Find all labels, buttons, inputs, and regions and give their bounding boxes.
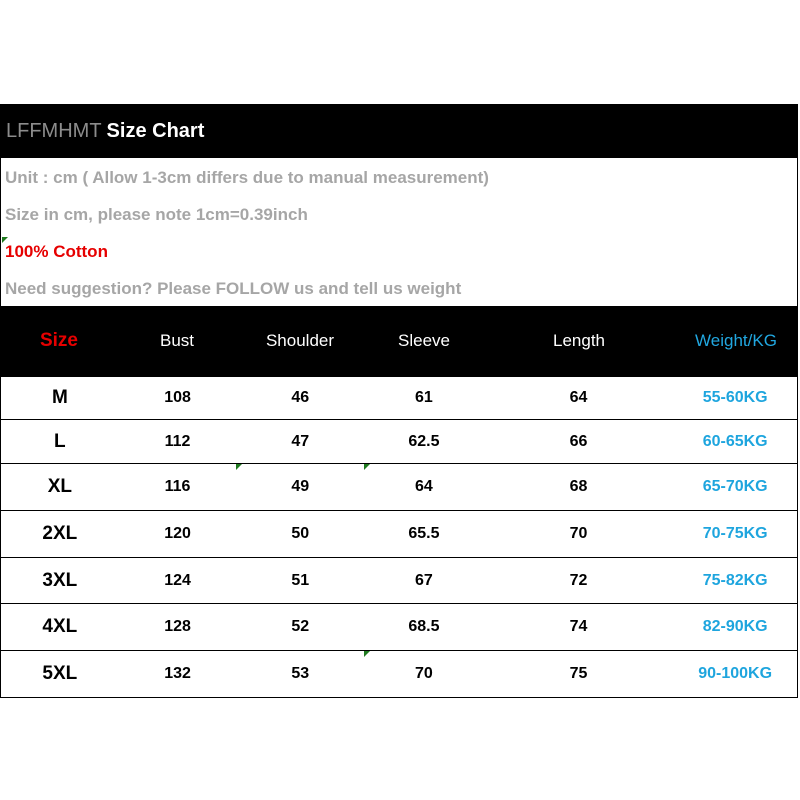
cell-weight: 65-70KG xyxy=(702,478,768,495)
cell-sleeve: 64 xyxy=(415,478,433,495)
cell-weight: 90-100KG xyxy=(698,665,773,682)
cell-shoulder: 49 xyxy=(291,478,310,495)
cell-weight: 75-82KG xyxy=(702,571,768,589)
table-row xyxy=(0,376,798,420)
cell-marker xyxy=(2,237,8,243)
cell-sleeve: 70 xyxy=(415,665,433,682)
cell-size: L xyxy=(54,430,66,452)
table-row xyxy=(0,558,798,604)
cell-bust: 128 xyxy=(164,618,191,635)
info-section xyxy=(0,158,798,306)
table-row xyxy=(0,651,798,698)
cell-sleeve: 62.5 xyxy=(408,432,440,450)
size-chart xyxy=(0,104,798,698)
header-length: Length xyxy=(553,331,605,350)
table-row xyxy=(0,511,798,558)
cell-size: 4XL xyxy=(42,616,78,637)
table-row xyxy=(0,420,798,464)
chart-title-bar xyxy=(0,104,798,158)
cell-size: XL xyxy=(47,476,72,497)
cell-bust: 108 xyxy=(164,389,191,406)
cell-sleeve: 68.5 xyxy=(408,618,440,635)
unit-note: Unit : cm ( Allow 1-3cm differs due to manual measurement) xyxy=(5,168,489,187)
cell-length: 66 xyxy=(569,432,588,450)
cell-bust: 124 xyxy=(164,571,191,589)
cell-shoulder: 46 xyxy=(291,389,310,406)
header-weight: Weight/KG xyxy=(695,331,777,350)
cell-size: 3XL xyxy=(42,569,78,591)
cell-shoulder: 47 xyxy=(291,432,310,450)
cell-size: M xyxy=(51,387,68,408)
cell-bust: 112 xyxy=(164,432,191,450)
cell-sleeve: 65.5 xyxy=(408,525,440,542)
cell-bust: 132 xyxy=(164,665,191,682)
table-header xyxy=(0,306,798,376)
cell-size: 2XL xyxy=(42,523,78,544)
cell-weight: 55-60KG xyxy=(702,389,768,406)
table-row xyxy=(0,604,798,651)
cell-marker xyxy=(364,464,370,470)
cell-shoulder: 50 xyxy=(291,525,310,542)
cell-sleeve: 67 xyxy=(415,571,433,589)
cell-shoulder: 51 xyxy=(291,571,310,589)
cell-shoulder: 52 xyxy=(291,618,310,635)
table-row xyxy=(0,464,798,511)
header-sleeve: Sleeve xyxy=(398,331,450,350)
header-bust: Bust xyxy=(159,331,195,350)
cell-weight: 82-90KG xyxy=(702,618,768,635)
cell-bust: 116 xyxy=(164,478,191,495)
cell-sleeve: 61 xyxy=(415,389,433,406)
cell-length: 68 xyxy=(569,478,588,495)
cell-weight: 60-65KG xyxy=(702,432,768,450)
suggestion-note: Need suggestion? Please FOLLOW us and tell us weight xyxy=(5,279,462,298)
cell-marker xyxy=(364,651,370,657)
conversion-note: Size in cm, please note 1cm=0.39inch xyxy=(5,205,308,224)
cell-marker xyxy=(236,464,242,470)
header-shoulder: Shoulder xyxy=(265,331,335,350)
cell-length: 70 xyxy=(569,525,588,542)
cell-length: 75 xyxy=(569,665,588,682)
cell-length: 72 xyxy=(569,571,588,589)
chart-title: Size Chart xyxy=(106,119,205,142)
cell-length: 64 xyxy=(569,389,588,406)
cell-length: 74 xyxy=(569,618,588,635)
cell-weight: 70-75KG xyxy=(702,525,768,542)
cell-shoulder: 53 xyxy=(291,665,310,682)
brand-name: LFFMHMT xyxy=(6,119,102,142)
cell-bust: 120 xyxy=(164,525,191,542)
cell-size: 5XL xyxy=(42,663,78,684)
material-note: 100% Cotton xyxy=(5,242,108,261)
header-size: Size xyxy=(39,330,79,351)
